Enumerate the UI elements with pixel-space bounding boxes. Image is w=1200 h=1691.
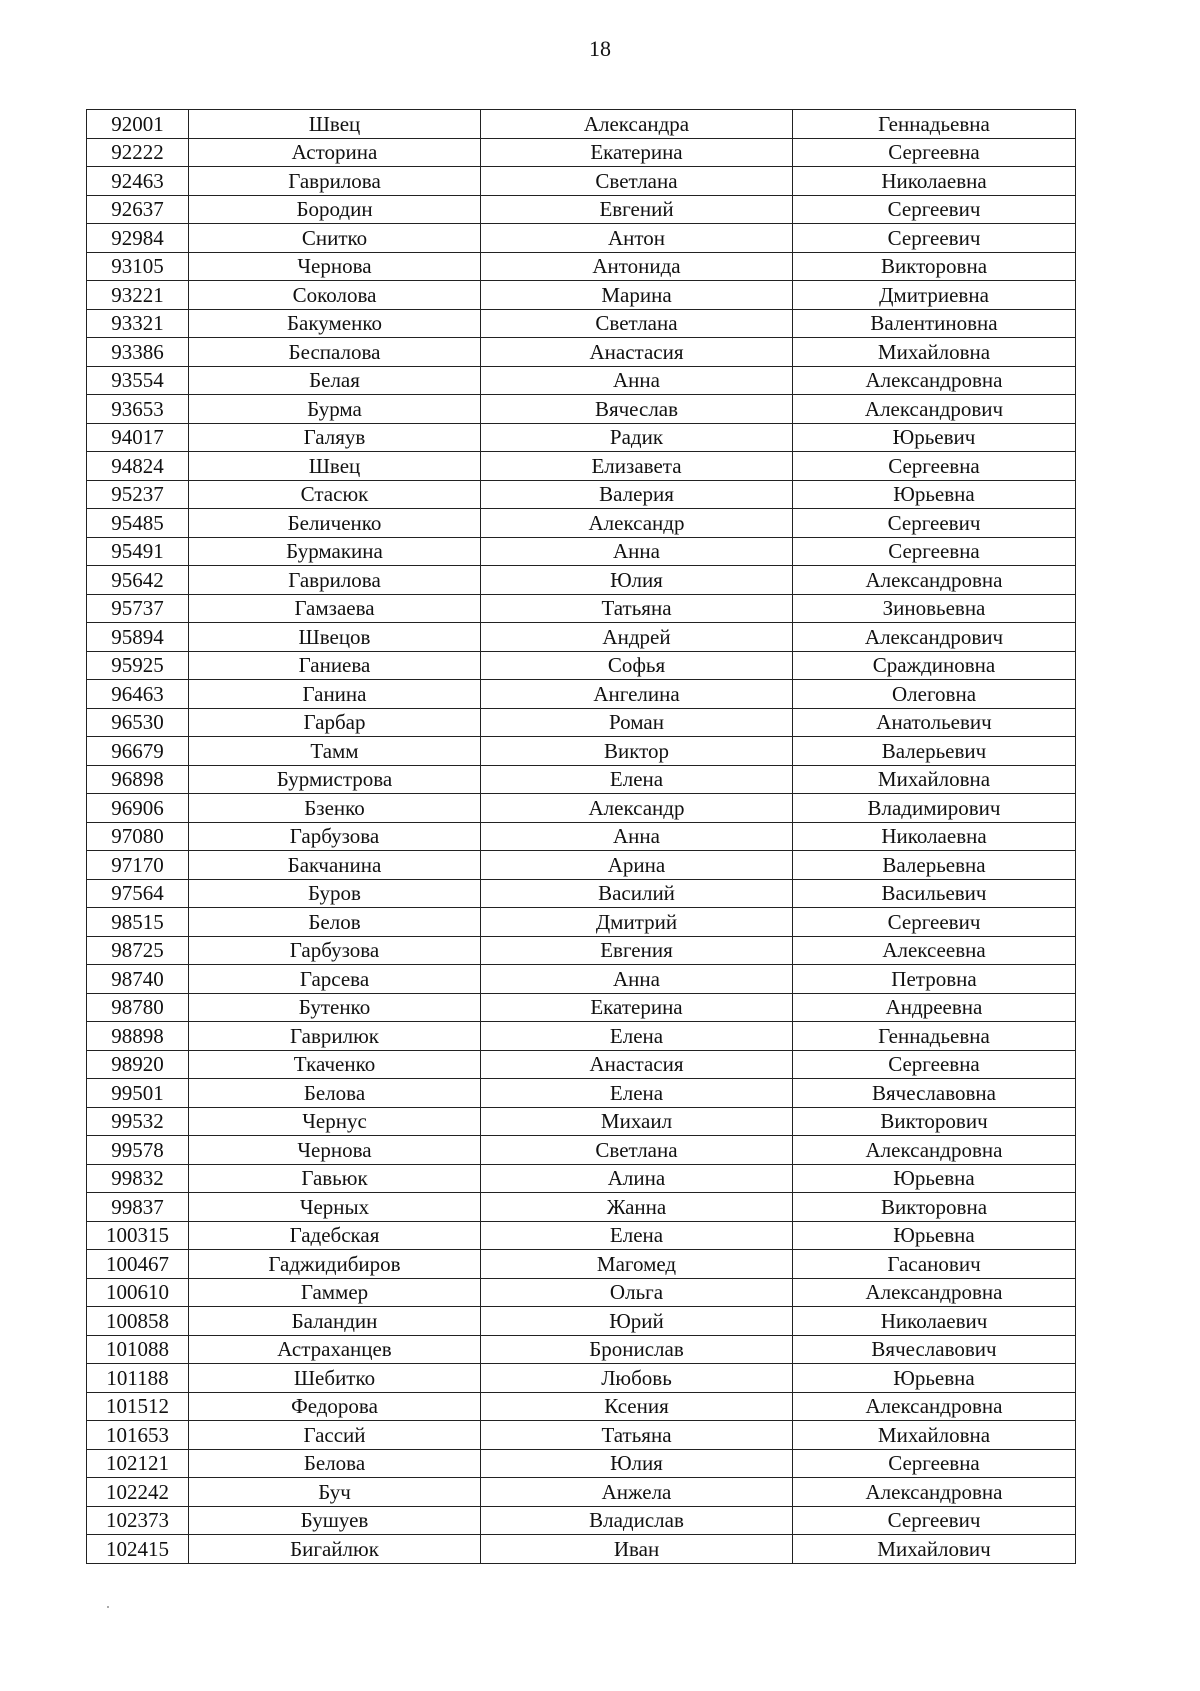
first-name-cell: Анна xyxy=(481,366,793,395)
first-name-cell: Елена xyxy=(481,1221,793,1250)
patronymic-cell: Сергеевич xyxy=(793,224,1076,253)
table-row xyxy=(87,224,1076,253)
patronymic-cell: Николаевна xyxy=(793,822,1076,851)
first-name-cell: Татьяна xyxy=(481,1421,793,1450)
first-name-cell: Юрий xyxy=(481,1307,793,1336)
surname-cell: Чернова xyxy=(189,252,481,281)
id-cell: 95642 xyxy=(87,566,189,595)
surname-cell: Астраханцев xyxy=(189,1335,481,1364)
surname-cell: Черных xyxy=(189,1193,481,1222)
first-name-cell: Екатерина xyxy=(481,138,793,167)
id-cell: 101088 xyxy=(87,1335,189,1364)
id-cell: 95894 xyxy=(87,623,189,652)
table-row xyxy=(87,936,1076,965)
id-cell: 98740 xyxy=(87,965,189,994)
patronymic-cell: Викторовна xyxy=(793,252,1076,281)
first-name-cell: Антонида xyxy=(481,252,793,281)
surname-cell: Гарбар xyxy=(189,708,481,737)
table-row xyxy=(87,1535,1076,1564)
table-row xyxy=(87,281,1076,310)
first-name-cell: Светлана xyxy=(481,167,793,196)
id-cell: 94017 xyxy=(87,423,189,452)
first-name-cell: Светлана xyxy=(481,1136,793,1165)
surname-cell: Швецов xyxy=(189,623,481,652)
patronymic-cell: Сраждиновна xyxy=(793,651,1076,680)
table-row xyxy=(87,965,1076,994)
table-row xyxy=(87,1364,1076,1393)
patronymic-cell: Сергеевна xyxy=(793,138,1076,167)
id-cell: 96530 xyxy=(87,708,189,737)
id-cell: 95485 xyxy=(87,509,189,538)
id-cell: 100315 xyxy=(87,1221,189,1250)
patronymic-cell: Сергеевич xyxy=(793,1506,1076,1535)
first-name-cell: Светлана xyxy=(481,309,793,338)
id-cell: 92222 xyxy=(87,138,189,167)
id-cell: 97170 xyxy=(87,851,189,880)
registry-table-body xyxy=(87,110,1076,1564)
surname-cell: Бурма xyxy=(189,395,481,424)
surname-cell: Тамм xyxy=(189,737,481,766)
id-cell: 99832 xyxy=(87,1164,189,1193)
patronymic-cell: Михайлович xyxy=(793,1535,1076,1564)
surname-cell: Чернова xyxy=(189,1136,481,1165)
registry-table xyxy=(86,109,1076,1564)
surname-cell: Бородин xyxy=(189,195,481,224)
surname-cell: Гамзаева xyxy=(189,594,481,623)
patronymic-cell: Александровна xyxy=(793,1392,1076,1421)
first-name-cell: Антон xyxy=(481,224,793,253)
surname-cell: Снитко xyxy=(189,224,481,253)
first-name-cell: Иван xyxy=(481,1535,793,1564)
patronymic-cell: Николаевна xyxy=(793,167,1076,196)
table-row xyxy=(87,1307,1076,1336)
patronymic-cell: Юрьевна xyxy=(793,1164,1076,1193)
table-row xyxy=(87,423,1076,452)
surname-cell: Беличенко xyxy=(189,509,481,538)
table-row xyxy=(87,708,1076,737)
id-cell: 96679 xyxy=(87,737,189,766)
table-row xyxy=(87,1278,1076,1307)
first-name-cell: Екатерина xyxy=(481,993,793,1022)
patronymic-cell: Александровна xyxy=(793,1478,1076,1507)
table-row xyxy=(87,1478,1076,1507)
table-row xyxy=(87,1022,1076,1051)
id-cell: 102373 xyxy=(87,1506,189,1535)
table-row xyxy=(87,509,1076,538)
patronymic-cell: Сергеевна xyxy=(793,1449,1076,1478)
id-cell: 97564 xyxy=(87,879,189,908)
patronymic-cell: Гасанович xyxy=(793,1250,1076,1279)
patronymic-cell: Зиновьевна xyxy=(793,594,1076,623)
id-cell: 93321 xyxy=(87,309,189,338)
patronymic-cell: Геннадьевна xyxy=(793,110,1076,139)
id-cell: 100858 xyxy=(87,1307,189,1336)
table-row xyxy=(87,1449,1076,1478)
surname-cell: Бзенко xyxy=(189,794,481,823)
patronymic-cell: Анатольевич xyxy=(793,708,1076,737)
id-cell: 93221 xyxy=(87,281,189,310)
table-row xyxy=(87,879,1076,908)
page-number: 18 xyxy=(589,36,611,61)
surname-cell: Гаджидибиров xyxy=(189,1250,481,1279)
patronymic-cell: Владимирович xyxy=(793,794,1076,823)
patronymic-cell: Дмитриевна xyxy=(793,281,1076,310)
id-cell: 96898 xyxy=(87,765,189,794)
surname-cell: Соколова xyxy=(189,281,481,310)
patronymic-cell: Юрьевич xyxy=(793,423,1076,452)
scan-artifact xyxy=(107,1606,109,1608)
id-cell: 99837 xyxy=(87,1193,189,1222)
table-row xyxy=(87,537,1076,566)
id-cell: 101188 xyxy=(87,1364,189,1393)
id-cell: 94824 xyxy=(87,452,189,481)
surname-cell: Швец xyxy=(189,452,481,481)
table-row xyxy=(87,1136,1076,1165)
patronymic-cell: Валерьевич xyxy=(793,737,1076,766)
first-name-cell: Елена xyxy=(481,1079,793,1108)
id-cell: 92463 xyxy=(87,167,189,196)
surname-cell: Гадебская xyxy=(189,1221,481,1250)
first-name-cell: Анна xyxy=(481,537,793,566)
first-name-cell: Александр xyxy=(481,794,793,823)
first-name-cell: Евгений xyxy=(481,195,793,224)
table-row xyxy=(87,138,1076,167)
surname-cell: Бутенко xyxy=(189,993,481,1022)
surname-cell: Гассий xyxy=(189,1421,481,1450)
surname-cell: Ганиева xyxy=(189,651,481,680)
table-row xyxy=(87,1221,1076,1250)
id-cell: 98725 xyxy=(87,936,189,965)
surname-cell: Швец xyxy=(189,110,481,139)
first-name-cell: Роман xyxy=(481,708,793,737)
first-name-cell: Софья xyxy=(481,651,793,680)
table-row xyxy=(87,1079,1076,1108)
id-cell: 93653 xyxy=(87,395,189,424)
id-cell: 101512 xyxy=(87,1392,189,1421)
table-row xyxy=(87,623,1076,652)
table-row xyxy=(87,110,1076,139)
surname-cell: Бакуменко xyxy=(189,309,481,338)
surname-cell: Стасюк xyxy=(189,480,481,509)
table-row xyxy=(87,594,1076,623)
surname-cell: Федорова xyxy=(189,1392,481,1421)
table-row xyxy=(87,908,1076,937)
id-cell: 95925 xyxy=(87,651,189,680)
id-cell: 95737 xyxy=(87,594,189,623)
table-row xyxy=(87,1506,1076,1535)
table-row xyxy=(87,1107,1076,1136)
patronymic-cell: Михайловна xyxy=(793,765,1076,794)
surname-cell: Буров xyxy=(189,879,481,908)
table-row xyxy=(87,993,1076,1022)
surname-cell: Галяув xyxy=(189,423,481,452)
id-cell: 99532 xyxy=(87,1107,189,1136)
id-cell: 102415 xyxy=(87,1535,189,1564)
id-cell: 102242 xyxy=(87,1478,189,1507)
table-row xyxy=(87,566,1076,595)
first-name-cell: Елена xyxy=(481,1022,793,1051)
surname-cell: Белова xyxy=(189,1449,481,1478)
id-cell: 100610 xyxy=(87,1278,189,1307)
surname-cell: Гаврилова xyxy=(189,167,481,196)
first-name-cell: Василий xyxy=(481,879,793,908)
id-cell: 95237 xyxy=(87,480,189,509)
id-cell: 100467 xyxy=(87,1250,189,1279)
id-cell: 98920 xyxy=(87,1050,189,1079)
id-cell: 98898 xyxy=(87,1022,189,1051)
id-cell: 96906 xyxy=(87,794,189,823)
surname-cell: Ткаченко xyxy=(189,1050,481,1079)
patronymic-cell: Михайловна xyxy=(793,338,1076,367)
id-cell: 92637 xyxy=(87,195,189,224)
surname-cell: Ганина xyxy=(189,680,481,709)
table-row xyxy=(87,851,1076,880)
patronymic-cell: Юрьевна xyxy=(793,1364,1076,1393)
surname-cell: Гарбузова xyxy=(189,822,481,851)
id-cell: 97080 xyxy=(87,822,189,851)
first-name-cell: Бронислав xyxy=(481,1335,793,1364)
patronymic-cell: Андреевна xyxy=(793,993,1076,1022)
id-cell: 98780 xyxy=(87,993,189,1022)
surname-cell: Беспалова xyxy=(189,338,481,367)
first-name-cell: Вячеслав xyxy=(481,395,793,424)
table-row xyxy=(87,1050,1076,1079)
patronymic-cell: Сергеевна xyxy=(793,1050,1076,1079)
table-row xyxy=(87,822,1076,851)
patronymic-cell: Сергеевна xyxy=(793,537,1076,566)
table-row xyxy=(87,366,1076,395)
id-cell: 92984 xyxy=(87,224,189,253)
patronymic-cell: Геннадьевна xyxy=(793,1022,1076,1051)
id-cell: 95491 xyxy=(87,537,189,566)
id-cell: 92001 xyxy=(87,110,189,139)
first-name-cell: Юлия xyxy=(481,566,793,595)
surname-cell: Бушуев xyxy=(189,1506,481,1535)
table-row xyxy=(87,167,1076,196)
first-name-cell: Татьяна xyxy=(481,594,793,623)
first-name-cell: Александра xyxy=(481,110,793,139)
table-row xyxy=(87,1193,1076,1222)
id-cell: 93105 xyxy=(87,252,189,281)
patronymic-cell: Александровна xyxy=(793,1136,1076,1165)
surname-cell: Белая xyxy=(189,366,481,395)
patronymic-cell: Юрьевна xyxy=(793,1221,1076,1250)
patronymic-cell: Вячеславовна xyxy=(793,1079,1076,1108)
first-name-cell: Елизавета xyxy=(481,452,793,481)
table-row xyxy=(87,1392,1076,1421)
table-row xyxy=(87,338,1076,367)
first-name-cell: Марина xyxy=(481,281,793,310)
first-name-cell: Михаил xyxy=(481,1107,793,1136)
id-cell: 96463 xyxy=(87,680,189,709)
first-name-cell: Ксения xyxy=(481,1392,793,1421)
id-cell: 102121 xyxy=(87,1449,189,1478)
patronymic-cell: Вячеславович xyxy=(793,1335,1076,1364)
table-row xyxy=(87,252,1076,281)
id-cell: 99501 xyxy=(87,1079,189,1108)
table-row xyxy=(87,1164,1076,1193)
surname-cell: Чернус xyxy=(189,1107,481,1136)
surname-cell: Бурмакина xyxy=(189,537,481,566)
first-name-cell: Андрей xyxy=(481,623,793,652)
patronymic-cell: Александрович xyxy=(793,395,1076,424)
first-name-cell: Анна xyxy=(481,965,793,994)
surname-cell: Гарбузова xyxy=(189,936,481,965)
patronymic-cell: Сергеевич xyxy=(793,509,1076,538)
patronymic-cell: Михайловна xyxy=(793,1421,1076,1450)
table-row xyxy=(87,765,1076,794)
first-name-cell: Валерия xyxy=(481,480,793,509)
patronymic-cell: Николаевич xyxy=(793,1307,1076,1336)
first-name-cell: Жанна xyxy=(481,1193,793,1222)
patronymic-cell: Петровна xyxy=(793,965,1076,994)
id-cell: 93386 xyxy=(87,338,189,367)
surname-cell: Белов xyxy=(189,908,481,937)
surname-cell: Гаврилова xyxy=(189,566,481,595)
first-name-cell: Алина xyxy=(481,1164,793,1193)
surname-cell: Белова xyxy=(189,1079,481,1108)
first-name-cell: Арина xyxy=(481,851,793,880)
first-name-cell: Ангелина xyxy=(481,680,793,709)
first-name-cell: Юлия xyxy=(481,1449,793,1478)
surname-cell: Баландин xyxy=(189,1307,481,1336)
surname-cell: Асторина xyxy=(189,138,481,167)
patronymic-cell: Сергеевна xyxy=(793,452,1076,481)
table-row xyxy=(87,794,1076,823)
patronymic-cell: Юрьевна xyxy=(793,480,1076,509)
patronymic-cell: Валентиновна xyxy=(793,309,1076,338)
patronymic-cell: Викторовна xyxy=(793,1193,1076,1222)
surname-cell: Бакчанина xyxy=(189,851,481,880)
first-name-cell: Виктор xyxy=(481,737,793,766)
table-row xyxy=(87,195,1076,224)
first-name-cell: Любовь xyxy=(481,1364,793,1393)
patronymic-cell: Валерьевна xyxy=(793,851,1076,880)
surname-cell: Гаврилюк xyxy=(189,1022,481,1051)
patronymic-cell: Сергеевич xyxy=(793,195,1076,224)
first-name-cell: Анна xyxy=(481,822,793,851)
id-cell: 98515 xyxy=(87,908,189,937)
table-row xyxy=(87,1421,1076,1450)
patronymic-cell: Александрович xyxy=(793,623,1076,652)
surname-cell: Гаммер xyxy=(189,1278,481,1307)
patronymic-cell: Александровна xyxy=(793,366,1076,395)
surname-cell: Гавьюк xyxy=(189,1164,481,1193)
patronymic-cell: Олеговна xyxy=(793,680,1076,709)
surname-cell: Бурмистрова xyxy=(189,765,481,794)
patronymic-cell: Васильевич xyxy=(793,879,1076,908)
surname-cell: Бигайлюк xyxy=(189,1535,481,1564)
first-name-cell: Дмитрий xyxy=(481,908,793,937)
first-name-cell: Елена xyxy=(481,765,793,794)
table-row xyxy=(87,651,1076,680)
patronymic-cell: Александровна xyxy=(793,566,1076,595)
first-name-cell: Владислав xyxy=(481,1506,793,1535)
table-row xyxy=(87,680,1076,709)
first-name-cell: Евгения xyxy=(481,936,793,965)
table-row xyxy=(87,395,1076,424)
patronymic-cell: Сергеевич xyxy=(793,908,1076,937)
patronymic-cell: Александровна xyxy=(793,1278,1076,1307)
patronymic-cell: Алексеевна xyxy=(793,936,1076,965)
first-name-cell: Александр xyxy=(481,509,793,538)
first-name-cell: Анжела xyxy=(481,1478,793,1507)
surname-cell: Гарсева xyxy=(189,965,481,994)
surname-cell: Буч xyxy=(189,1478,481,1507)
table-row xyxy=(87,1250,1076,1279)
first-name-cell: Анастасия xyxy=(481,338,793,367)
table-row xyxy=(87,737,1076,766)
patronymic-cell: Викторович xyxy=(793,1107,1076,1136)
first-name-cell: Магомед xyxy=(481,1250,793,1279)
table-row xyxy=(87,309,1076,338)
first-name-cell: Ольга xyxy=(481,1278,793,1307)
surname-cell: Шебитко xyxy=(189,1364,481,1393)
id-cell: 93554 xyxy=(87,366,189,395)
first-name-cell: Радик xyxy=(481,423,793,452)
id-cell: 99578 xyxy=(87,1136,189,1165)
first-name-cell: Анастасия xyxy=(481,1050,793,1079)
table-row xyxy=(87,452,1076,481)
id-cell: 101653 xyxy=(87,1421,189,1450)
table-row xyxy=(87,1335,1076,1364)
table-row xyxy=(87,480,1076,509)
